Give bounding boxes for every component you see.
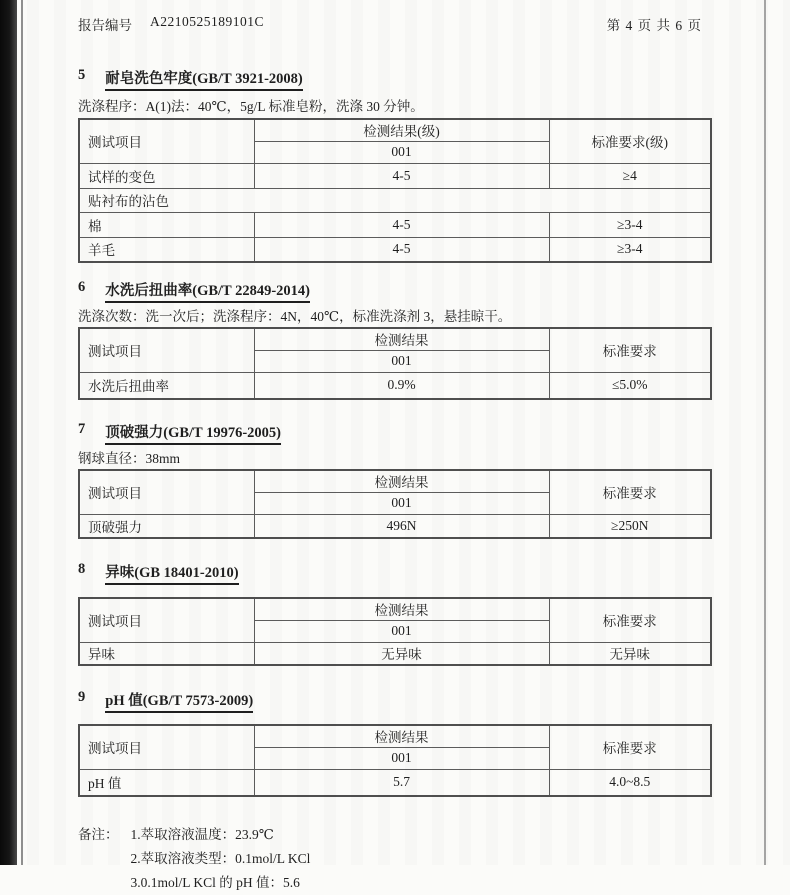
section-7-table <box>78 469 712 539</box>
section-5-title <box>78 67 710 91</box>
col-header-test-item: 测试项目 <box>79 725 254 769</box>
result-cell: 4-5 <box>254 163 549 188</box>
page-header <box>78 14 710 34</box>
test-item-cell: 羊毛 <box>79 237 254 262</box>
section-9-number: 9 <box>78 689 86 705</box>
col-header-requirement: 标准要求 <box>549 470 711 514</box>
col-header-test-item: 测试项目 <box>79 328 254 372</box>
section-7-subtitle: 钢球直径：38mm <box>78 451 181 466</box>
notes-label: 备注： <box>78 827 119 842</box>
table-row <box>79 372 711 399</box>
section-8-number: 8 <box>78 561 86 577</box>
section-8-title-text: 异味(GB 18401-2010) <box>105 561 238 585</box>
section-5-table <box>78 118 712 263</box>
section-7-number: 7 <box>78 421 86 437</box>
requirement-cell: ≥250N <box>549 514 711 538</box>
section-9-table <box>78 724 712 797</box>
col-header-result: 检测结果(级) <box>254 119 549 141</box>
section-5-number: 5 <box>78 67 86 83</box>
col-header-test-item: 测试项目 <box>79 470 254 514</box>
table-row <box>79 163 711 188</box>
requirement-cell: ≥4 <box>549 163 711 188</box>
col-header-result: 检测结果 <box>254 470 549 492</box>
col-header-result: 检测结果 <box>254 598 549 620</box>
table-row <box>79 642 711 665</box>
section-9-title-text: pH 值(GB/T 7573-2009) <box>105 689 253 713</box>
notes-block <box>78 823 710 895</box>
table-row <box>79 237 711 262</box>
sample-id-cell: 001 <box>254 141 549 163</box>
requirement-cell: ≤5.0% <box>549 372 711 399</box>
test-item-cell: 棉 <box>79 212 254 237</box>
result-cell: 5.7 <box>254 769 549 796</box>
col-header-requirement: 标准要求 <box>549 598 711 642</box>
report-number-value: A2210525189101C <box>150 14 265 29</box>
result-cell: 496N <box>254 514 549 538</box>
note-line: 1.萃取溶液温度：23.9℃ <box>130 827 274 842</box>
result-cell: 0.9% <box>254 372 549 399</box>
section-6-title <box>78 279 710 303</box>
section-8-title <box>78 561 710 585</box>
col-header-test-item: 测试项目 <box>79 598 254 642</box>
section-5-title-text: 耐皂洗色牢度(GB/T 3921-2008) <box>105 67 303 91</box>
table-group-row <box>79 188 711 212</box>
col-header-result: 检测结果 <box>254 725 549 747</box>
scan-edge-strip <box>0 0 17 865</box>
section-6-subtitle: 洗涤次数：洗一次后；洗涤程序：4N，40℃，标准洗涤剂 3，悬挂晾干。 <box>78 309 512 324</box>
col-header-test-item: 测试项目 <box>79 119 254 163</box>
section-5-subtitle: 洗涤程序：A(1)法：40℃，5g/L 标准皂粉，洗涤 30 分钟。 <box>78 99 424 114</box>
sample-id-cell: 001 <box>254 492 549 514</box>
requirement-cell: ≥3-4 <box>549 237 711 262</box>
test-item-cell: 试样的变色 <box>79 163 254 188</box>
report-page <box>78 0 710 895</box>
scan-right-border-line <box>764 0 766 865</box>
requirement-cell: 4.0~8.5 <box>549 769 711 796</box>
test-item-cell: 异味 <box>79 642 254 665</box>
section-7-title <box>78 421 710 445</box>
test-item-cell: 水洗后扭曲率 <box>79 372 254 399</box>
note-line: 3.0.1mol/L KCl 的 pH 值：5.6 <box>130 875 300 890</box>
section-6-title-text: 水洗后扭曲率(GB/T 22849-2014) <box>105 279 310 303</box>
sample-id-cell: 001 <box>254 350 549 372</box>
result-cell: 4-5 <box>254 237 549 262</box>
result-cell: 无异味 <box>254 642 549 665</box>
result-cell: 4-5 <box>254 212 549 237</box>
test-item-cell: 顶破强力 <box>79 514 254 538</box>
col-header-result: 检测结果 <box>254 328 549 350</box>
section-8-table <box>78 597 712 666</box>
section-6-table <box>78 327 712 400</box>
note-line: 2.萃取溶液类型：0.1mol/L KCl <box>130 851 311 866</box>
col-header-requirement: 标准要求 <box>549 725 711 769</box>
table-row <box>79 212 711 237</box>
group-label-cell: 贴衬布的沾色 <box>79 188 711 212</box>
sample-id-cell: 001 <box>254 620 549 642</box>
section-6-number: 6 <box>78 279 86 295</box>
page-number-info: 第 4 页 共 6 页 <box>606 18 702 33</box>
col-header-requirement: 标准要求 <box>549 328 711 372</box>
section-7-title-text: 顶破强力(GB/T 19976-2005) <box>105 421 281 445</box>
sample-id-cell: 001 <box>254 747 549 769</box>
col-header-requirement: 标准要求(级) <box>549 119 711 163</box>
requirement-cell: 无异味 <box>549 642 711 665</box>
section-9-title <box>78 689 710 713</box>
table-row <box>79 769 711 796</box>
requirement-cell: ≥3-4 <box>549 212 711 237</box>
report-number-label: 报告编号 <box>78 18 132 33</box>
test-item-cell: pH 值 <box>79 769 254 796</box>
scan-left-border-line <box>21 0 23 865</box>
table-row <box>79 514 711 538</box>
